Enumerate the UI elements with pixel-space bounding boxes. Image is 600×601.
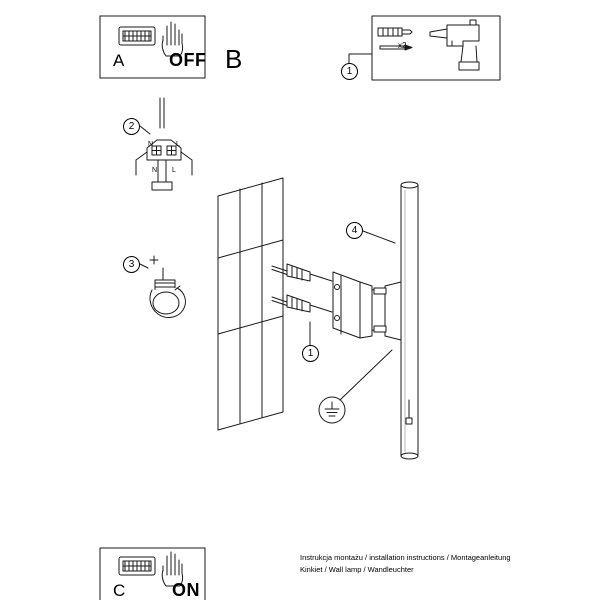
panel-c-letter: C: [113, 581, 126, 600]
wall-surface: [218, 178, 283, 430]
terminal-label-n-bottom: N: [152, 167, 158, 174]
callout-number-screws: 1: [302, 345, 319, 362]
screw-icon: [380, 45, 412, 50]
terminal-label-n-top: N: [148, 141, 154, 148]
wall-plug-icon: [378, 28, 412, 36]
switch-on-icon: [119, 557, 155, 575]
panel-a-letter: A: [113, 51, 125, 70]
step-2-wiring: [136, 98, 192, 190]
footer-text: [300, 552, 530, 575]
switch-off-icon: [119, 27, 155, 45]
drill-icon: [430, 20, 479, 70]
terminal-label-l-top: L: [176, 141, 180, 148]
step-3-bulb: [150, 256, 185, 317]
step-number-4-fixture: 4: [346, 222, 363, 239]
step-number-1-drill: 1: [341, 63, 358, 80]
panel-c-state-label: ON: [172, 580, 200, 600]
earth-ground-icon: [319, 397, 345, 423]
panel-b-letter: B: [225, 44, 243, 74]
lamp-mount-plate: [372, 282, 401, 340]
footer-line-1: Instrukcja montażu / installation instructions / Montageanleitung: [300, 553, 511, 562]
bracket-icon: [333, 272, 372, 338]
step-number-2-wiring: 2: [123, 118, 140, 135]
terminal-label-l-bottom: L: [172, 167, 176, 174]
quantity-label: x2: [398, 41, 407, 50]
panel-a-state-label: OFF: [169, 50, 207, 70]
footer-line-2: Kinkiet / Wall lamp / Wandleuchter: [300, 564, 414, 574]
step-number-3-bulb: 3: [123, 256, 140, 273]
step-1-box: [372, 16, 500, 80]
